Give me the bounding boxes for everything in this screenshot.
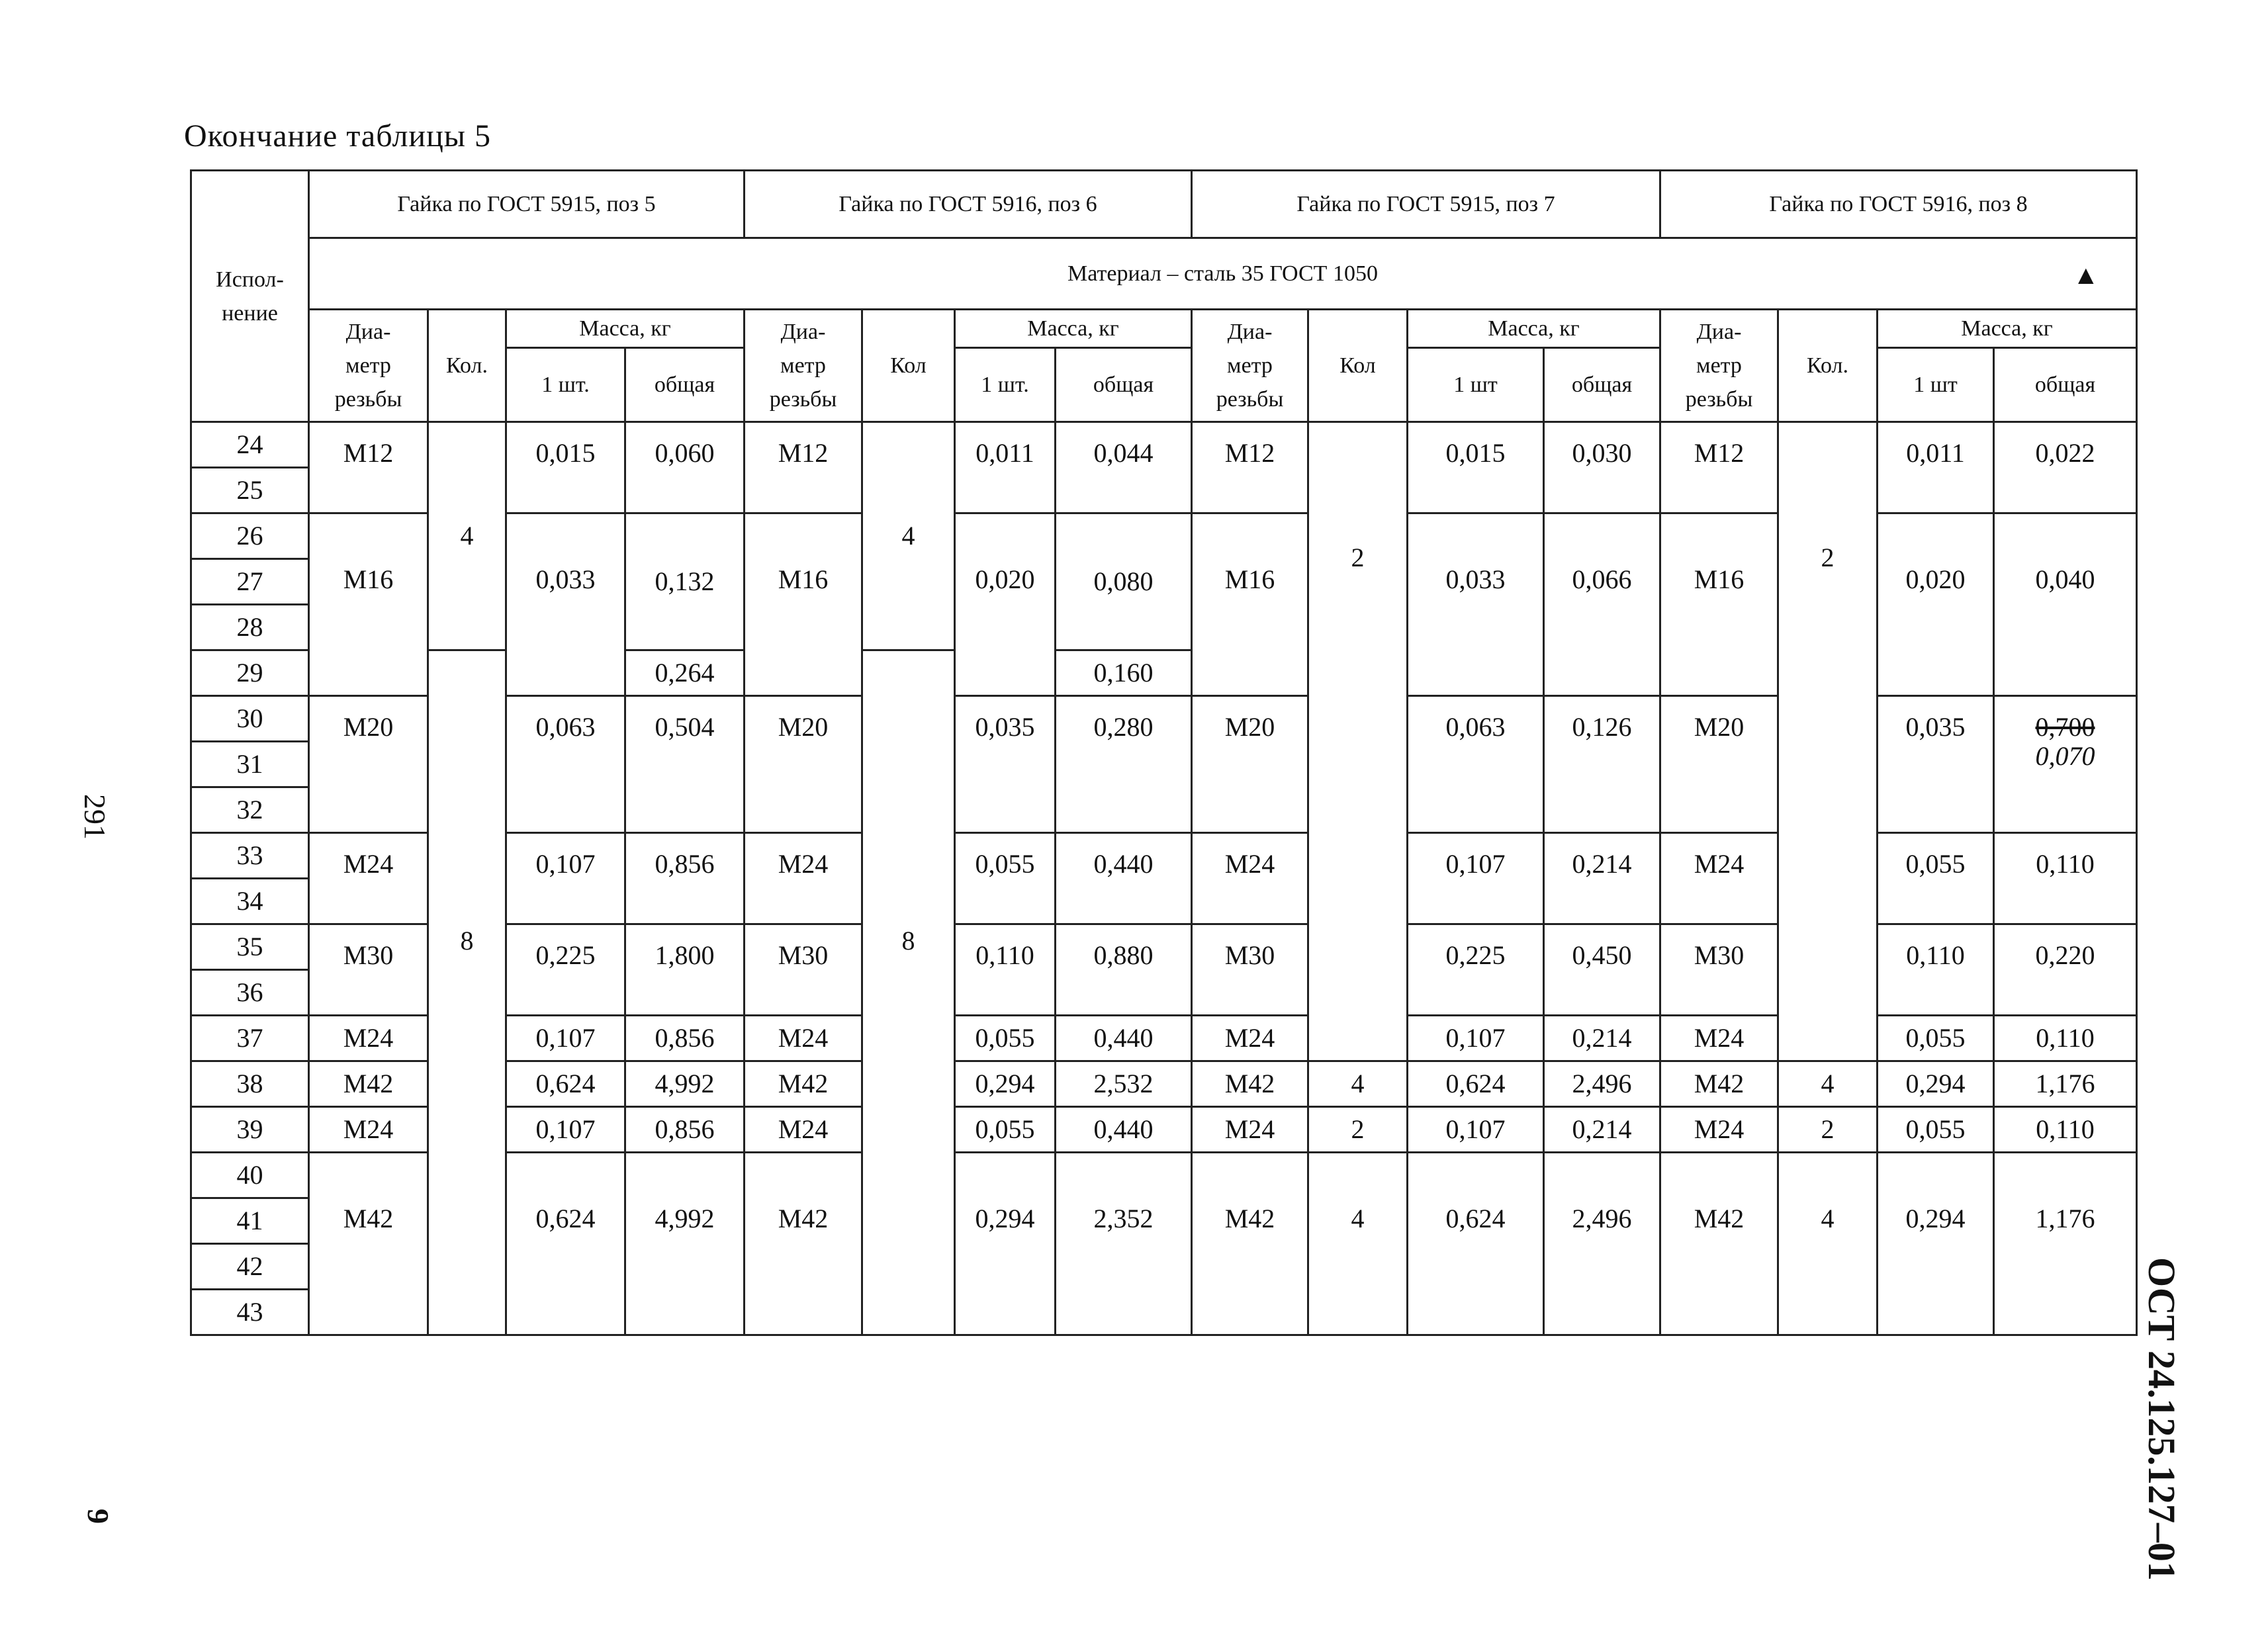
row-number: 37 xyxy=(191,1016,309,1061)
page-number-bottom: 9 xyxy=(81,1509,115,1524)
mass-one-cell: 0,107 xyxy=(1408,833,1544,924)
mass-total-cell xyxy=(1994,696,2137,833)
mass-one-cell: 0,055 xyxy=(1878,1107,1994,1153)
diam-value: M42 xyxy=(778,1203,829,1233)
diam-value: M42 xyxy=(343,1203,394,1233)
mass-one-cell: 0,107 xyxy=(506,1107,625,1153)
mass-one-cell: 0,225 xyxy=(1408,924,1544,1016)
diam-cell: M30 xyxy=(309,924,428,1016)
mass-one-value: 0,033 xyxy=(535,564,596,594)
mass-total-value: 2,496 xyxy=(1572,1203,1632,1233)
row-number: 30 xyxy=(191,696,309,742)
row-number: 28 xyxy=(191,605,309,650)
row-number: 39 xyxy=(191,1107,309,1153)
mass-total-cell xyxy=(625,1153,745,1335)
mass-one-cell: 0,063 xyxy=(506,696,625,833)
row-number: 41 xyxy=(191,1198,309,1244)
diam-cell xyxy=(309,513,428,696)
kol-cell: 4 xyxy=(1308,1061,1408,1107)
header-kol-4: Кол. xyxy=(1778,310,1878,422)
header-group-3: Гайка по ГОСТ 5915, поз 7 xyxy=(1192,171,1660,238)
mass-one-value: 0,294 xyxy=(975,1203,1035,1233)
mass-one-value: 0,624 xyxy=(1445,1203,1506,1233)
diam-cell: M24 xyxy=(1192,1016,1308,1061)
diam-cell xyxy=(745,513,862,696)
mass-total-value: 0,066 xyxy=(1572,564,1632,594)
kol-cell xyxy=(1778,1153,1878,1335)
header-sht-4: 1 шт xyxy=(1878,348,1994,422)
mass-total-value: 0,040 xyxy=(2035,564,2095,594)
mass-total-cell xyxy=(1056,1153,1192,1335)
mass-total-cell xyxy=(1544,1153,1660,1335)
mass-total-cell: 0,504 xyxy=(625,696,745,833)
diam-cell xyxy=(1192,1153,1308,1335)
row-number: 38 xyxy=(191,1061,309,1107)
header-sht-3: 1 шт xyxy=(1408,348,1544,422)
mass-one-cell xyxy=(506,513,625,696)
diam-value: M16 xyxy=(778,564,829,594)
row-number: 24 xyxy=(191,422,309,468)
mass-total-cell: 0,856 xyxy=(625,1107,745,1153)
mass-total-cell: 1,800 xyxy=(625,924,745,1016)
table-caption: Окончание таблицы 5 xyxy=(184,118,492,154)
mass-total-value: 4,992 xyxy=(655,1203,715,1233)
header-massa-2: Масса, кг xyxy=(955,310,1192,348)
mass-one-cell: 0,107 xyxy=(1408,1107,1544,1153)
diam-cell: M12 xyxy=(1660,422,1778,513)
document-number: ОСТ 24.125.127–01 xyxy=(2140,1257,2183,1581)
header-obsh-1: общая xyxy=(625,348,745,422)
mass-total-cell: 0,110 xyxy=(1994,1016,2137,1061)
diam-cell: M24 xyxy=(309,1107,428,1153)
header-obsh-2: общая xyxy=(1056,348,1192,422)
kol-cell: 4 xyxy=(1778,1061,1878,1107)
diam-value: M16 xyxy=(343,564,394,594)
header-group-4: Гайка по ГОСТ 5916, поз 8 xyxy=(1660,171,2137,238)
row-number: 26 xyxy=(191,513,309,559)
mass-one-cell: 0,225 xyxy=(506,924,625,1016)
mass-one-cell: 0,011 xyxy=(955,422,1056,513)
kol-value: 2 xyxy=(1821,542,1835,572)
mass-one-cell: 0,110 xyxy=(1878,924,1994,1016)
mass-total-cell: 0,044 xyxy=(1056,422,1192,513)
mass-one-value: 0,033 xyxy=(1445,564,1506,594)
mass-total-cell: 0,450 xyxy=(1544,924,1660,1016)
mass-total-cell xyxy=(1544,513,1660,696)
mass-total-cell: 0,856 xyxy=(625,833,745,924)
mass-one-value: 0,294 xyxy=(1905,1203,1966,1233)
header-diam-2: Диа- метр резьбы xyxy=(745,310,862,422)
row-number: 36 xyxy=(191,970,309,1016)
row-number: 42 xyxy=(191,1244,309,1290)
header-kol-3: Кол xyxy=(1308,310,1408,422)
mass-one-cell xyxy=(1408,513,1544,696)
mass-one-cell xyxy=(955,1153,1056,1335)
diam-cell xyxy=(1660,1153,1778,1335)
diam-cell: M20 xyxy=(745,696,862,833)
header-massa-1: Масса, кг xyxy=(506,310,745,348)
kol-cell xyxy=(428,650,506,1335)
mass-total-cell: 0,214 xyxy=(1544,1016,1660,1061)
page-number-side: 291 xyxy=(78,794,112,840)
kol-cell: 4 xyxy=(862,422,955,650)
diam-cell: M24 xyxy=(745,833,862,924)
mass-total-cell: 0,264 xyxy=(625,650,745,696)
nut-mass-table xyxy=(190,169,2138,1336)
diam-cell: M24 xyxy=(1660,1107,1778,1153)
header-group-1: Гайка по ГОСТ 5915, поз 5 xyxy=(309,171,745,238)
kol-cell xyxy=(1308,422,1408,1061)
diam-cell: M24 xyxy=(1192,1107,1308,1153)
mass-total-cell: 0,030 xyxy=(1544,422,1660,513)
row-number: 31 xyxy=(191,742,309,787)
row-number: 25 xyxy=(191,468,309,513)
mass-one-value: 0,020 xyxy=(1905,564,1966,594)
header-material: Материал – сталь 35 ГОСТ 1050 xyxy=(309,238,2137,310)
mass-one-cell: 0,015 xyxy=(506,422,625,513)
row-number: 43 xyxy=(191,1290,309,1335)
mass-one-cell: 0,055 xyxy=(955,1107,1056,1153)
diam-cell: M24 xyxy=(309,833,428,924)
mass-one-cell xyxy=(955,513,1056,696)
header-diam-1: Диа- метр резьбы xyxy=(309,310,428,422)
diam-cell: M24 xyxy=(745,1107,862,1153)
mass-one-cell xyxy=(1408,1153,1544,1335)
mass-one-cell: 0,055 xyxy=(955,1016,1056,1061)
mass-total-cell: 0,880 xyxy=(1056,924,1192,1016)
kol-cell: 2 xyxy=(1778,1107,1878,1153)
diam-cell: M42 xyxy=(309,1061,428,1107)
mass-one-value: 0,020 xyxy=(975,564,1035,594)
diam-cell: M24 xyxy=(1660,833,1778,924)
row-number: 33 xyxy=(191,833,309,879)
mass-total-cell xyxy=(1994,1153,2137,1335)
diam-cell: M24 xyxy=(1660,1016,1778,1061)
diam-cell: M42 xyxy=(1660,1061,1778,1107)
diam-cell: M12 xyxy=(745,422,862,513)
mass-one-cell: 0,035 xyxy=(1878,696,1994,833)
diam-cell: M20 xyxy=(309,696,428,833)
mass-one-cell: 0,035 xyxy=(955,696,1056,833)
row-number: 29 xyxy=(191,650,309,696)
header-kol-1: Кол. xyxy=(428,310,506,422)
kol-cell xyxy=(1308,1153,1408,1335)
kol-cell xyxy=(862,650,955,1335)
mass-one-cell: 0,063 xyxy=(1408,696,1544,833)
header-sht-2: 1 шт. xyxy=(955,348,1056,422)
diam-cell xyxy=(1660,513,1778,696)
mass-one-cell: 0,107 xyxy=(506,833,625,924)
mass-one-cell: 0,055 xyxy=(1878,833,1994,924)
diam-cell: M12 xyxy=(1192,422,1308,513)
mass-one-cell: 0,110 xyxy=(955,924,1056,1016)
diam-cell xyxy=(309,1153,428,1335)
diam-value: M42 xyxy=(1224,1203,1275,1233)
row-number: 27 xyxy=(191,559,309,605)
header-group-2: Гайка по ГОСТ 5916, поз 6 xyxy=(745,171,1192,238)
mass-total-cell: 0,280 xyxy=(1056,696,1192,833)
header-ispolnenie: Испол- нение xyxy=(191,171,309,422)
kol-value: 8 xyxy=(460,926,474,955)
mass-total-cell: 0,126 xyxy=(1544,696,1660,833)
diam-value: M16 xyxy=(1694,564,1745,594)
kol-value: 2 xyxy=(1351,542,1365,572)
mass-one-cell: 0,055 xyxy=(955,833,1056,924)
diam-cell xyxy=(1192,513,1308,696)
mass-total-cell: 0,440 xyxy=(1056,1107,1192,1153)
mass-one-cell xyxy=(506,1153,625,1335)
mass-one-cell: 0,015 xyxy=(1408,422,1544,513)
header-massa-4: Масса, кг xyxy=(1878,310,2137,348)
mass-total-cell: 0,110 xyxy=(1994,833,2137,924)
mass-one-cell: 0,624 xyxy=(506,1061,625,1107)
mass-one-cell xyxy=(1878,513,1994,696)
header-diam-4: Диа- метр резьбы xyxy=(1660,310,1778,422)
row-number: 34 xyxy=(191,879,309,924)
mass-total-cell: 0,060 xyxy=(625,422,745,513)
mass-total-cell: 4,992 xyxy=(625,1061,745,1107)
struck-value: 0,700 xyxy=(2035,712,2095,742)
diam-cell: M30 xyxy=(1192,924,1308,1016)
diam-cell: M30 xyxy=(745,924,862,1016)
diam-cell: M20 xyxy=(1192,696,1308,833)
mass-one-cell: 0,624 xyxy=(1408,1061,1544,1107)
mass-total-cell: 2,496 xyxy=(1544,1061,1660,1107)
row-number: 35 xyxy=(191,924,309,970)
row-number: 32 xyxy=(191,787,309,833)
mass-total-cell: 0,132 xyxy=(625,513,745,650)
mass-total-cell: 0,440 xyxy=(1056,1016,1192,1061)
mass-one-cell: 0,011 xyxy=(1878,422,1994,513)
kol-value: 4 xyxy=(1821,1203,1835,1233)
mass-total-cell: 0,214 xyxy=(1544,833,1660,924)
header-massa-3: Масса, кг xyxy=(1408,310,1660,348)
mass-total-cell: 1,176 xyxy=(1994,1061,2137,1107)
diam-cell: M20 xyxy=(1660,696,1778,833)
kol-value: 8 xyxy=(901,926,915,955)
mass-total-cell: 2,532 xyxy=(1056,1061,1192,1107)
diam-cell: M30 xyxy=(1660,924,1778,1016)
kol-value: 4 xyxy=(1351,1203,1365,1233)
kol-cell: 2 xyxy=(1308,1107,1408,1153)
kol-cell: 4 xyxy=(428,422,506,650)
mass-one-value: 0,624 xyxy=(535,1203,596,1233)
mass-one-cell: 0,294 xyxy=(955,1061,1056,1107)
mass-total-cell: 0,440 xyxy=(1056,833,1192,924)
mass-one-cell xyxy=(1878,1153,1994,1335)
diam-cell: M42 xyxy=(745,1061,862,1107)
mass-one-cell: 0,055 xyxy=(1878,1016,1994,1061)
mass-total-cell: 0,080 xyxy=(1056,513,1192,650)
mass-one-cell: 0,107 xyxy=(506,1016,625,1061)
handwritten-correction: 0,070 xyxy=(2035,741,2095,771)
header-obsh-4: общая xyxy=(1994,348,2137,422)
mass-total-value: 2,352 xyxy=(1093,1203,1154,1233)
diam-value: M42 xyxy=(1694,1203,1745,1233)
diam-cell: M42 xyxy=(1192,1061,1308,1107)
diam-cell xyxy=(745,1153,862,1335)
mass-total-cell xyxy=(1994,513,2137,696)
mass-total-cell: 0,856 xyxy=(625,1016,745,1061)
mass-total-cell: 0,160 xyxy=(1056,650,1192,696)
mass-total-cell: 0,022 xyxy=(1994,422,2137,513)
diam-cell: M24 xyxy=(745,1016,862,1061)
mass-one-cell: 0,294 xyxy=(1878,1061,1994,1107)
kol-cell xyxy=(1778,422,1878,1061)
header-obsh-3: общая xyxy=(1544,348,1660,422)
mass-total-cell: 0,110 xyxy=(1994,1107,2137,1153)
diam-value: M16 xyxy=(1224,564,1275,594)
mass-total-value: 1,176 xyxy=(2035,1203,2095,1233)
mass-one-cell: 0,107 xyxy=(1408,1016,1544,1061)
diam-cell: M24 xyxy=(1192,833,1308,924)
mass-total-cell: 0,214 xyxy=(1544,1107,1660,1153)
diam-cell: M24 xyxy=(309,1016,428,1061)
scan-mark-icon: ▲ xyxy=(2073,260,2099,290)
header-diam-3: Диа- метр резьбы xyxy=(1192,310,1308,422)
diam-cell: M12 xyxy=(309,422,428,513)
mass-total-cell: 0,220 xyxy=(1994,924,2137,1016)
header-sht-1: 1 шт. xyxy=(506,348,625,422)
row-number: 40 xyxy=(191,1153,309,1198)
header-kol-2: Кол xyxy=(862,310,955,422)
